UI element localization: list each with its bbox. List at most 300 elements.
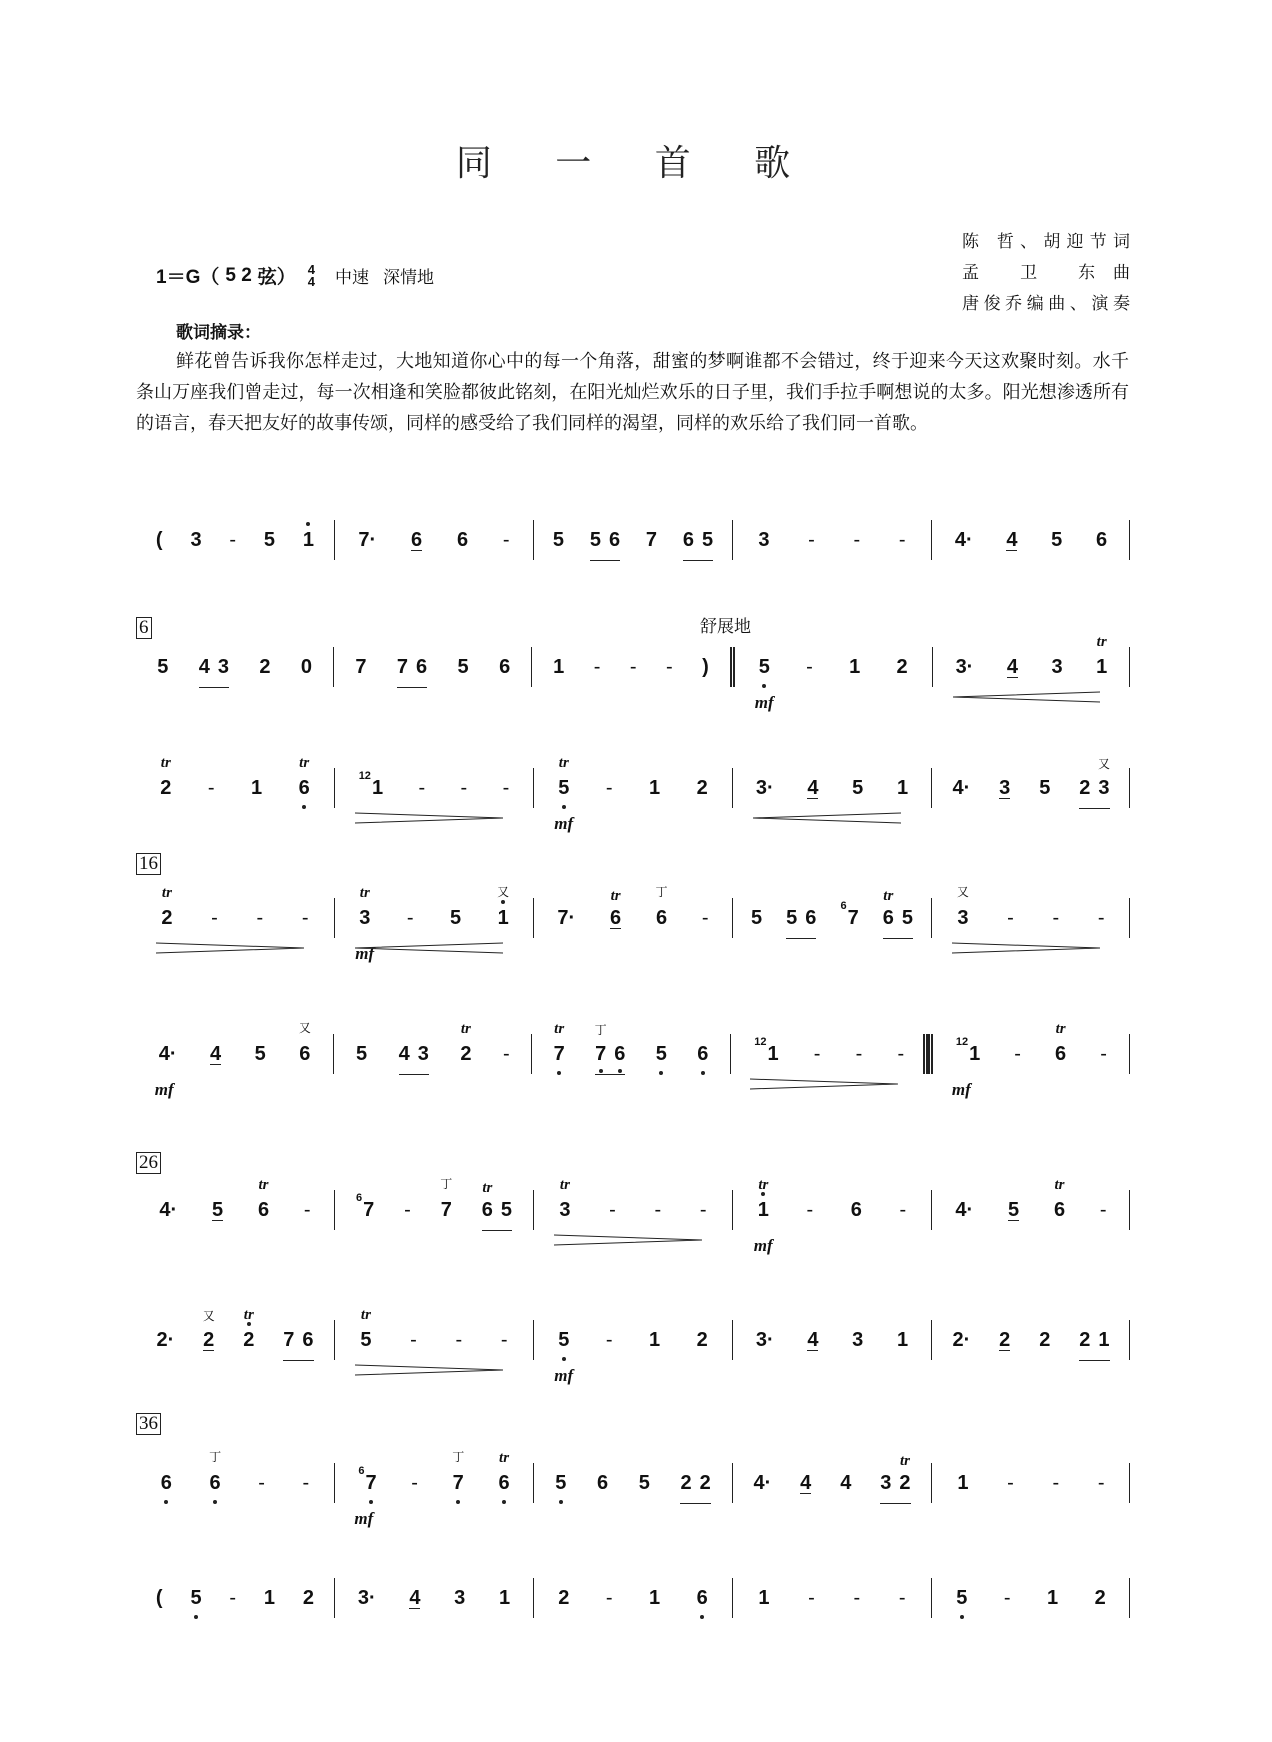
dash: - — [1100, 1042, 1107, 1065]
measure — [931, 1176, 1130, 1230]
measure — [136, 1449, 334, 1503]
note-number: 2 — [896, 655, 908, 678]
note — [649, 1320, 660, 1360]
parenthesis: ( — [155, 528, 163, 551]
tempo: 中速 — [335, 268, 370, 288]
note-number: 5 — [656, 1043, 667, 1066]
note — [952, 768, 970, 808]
note — [610, 887, 622, 938]
note-number: 1 tr — [757, 1176, 769, 1221]
note — [354, 1463, 377, 1528]
rehearsal-mark: 26 — [136, 1152, 161, 1174]
note — [450, 898, 461, 938]
note — [1047, 1578, 1058, 1618]
note — [1097, 756, 1110, 808]
ornament-mark: 又 — [298, 1020, 311, 1035]
score-line — [136, 884, 1130, 963]
note-number: 6 — [608, 528, 621, 551]
dash: - — [808, 528, 815, 551]
dash: - — [1099, 1198, 1107, 1221]
note — [302, 1320, 313, 1360]
note-number: 3 — [852, 1328, 864, 1351]
note — [356, 1034, 367, 1074]
parenthesis: ) — [702, 655, 709, 678]
note — [554, 754, 574, 833]
trill-mark: tr — [499, 1449, 510, 1466]
note-number: 3 — [417, 1042, 429, 1065]
low-octave-dot — [599, 1069, 603, 1073]
note-number: 7 丁 — [595, 1044, 606, 1064]
note — [805, 898, 816, 938]
crescendo-hairpin — [355, 942, 504, 954]
beamed-group — [882, 887, 913, 939]
measure — [732, 1176, 931, 1255]
note — [264, 520, 275, 560]
dash: - — [806, 655, 813, 678]
note-number: 5 — [212, 1198, 224, 1221]
note — [1007, 647, 1018, 687]
note — [649, 768, 660, 808]
note — [554, 1320, 574, 1385]
note-number: 4 — [840, 1471, 852, 1494]
note-number: 5 — [500, 1198, 513, 1221]
note-number: 5 — [555, 1472, 566, 1495]
note-number: 6 丁 — [655, 884, 668, 929]
note — [499, 647, 510, 687]
trill-mark: tr — [559, 1176, 570, 1193]
measure — [730, 647, 932, 712]
lyrics-heading: 歌词摘录： — [176, 323, 261, 343]
note — [358, 1578, 376, 1618]
time-bottom: 4 — [307, 273, 316, 289]
trill-mark: tr — [299, 754, 310, 771]
low-octave-dot — [700, 1615, 704, 1619]
note-number: 6 — [161, 1472, 172, 1495]
note — [1079, 1320, 1090, 1360]
crescendo-hairpin — [753, 812, 902, 824]
note-number: 3 — [217, 655, 229, 678]
note-number: 5 tr — [360, 1306, 372, 1351]
note — [952, 1320, 970, 1360]
note-number: 3· — [955, 655, 974, 678]
note-number: 6 — [1096, 528, 1108, 551]
note — [251, 768, 262, 808]
note-number: 1 — [897, 1328, 909, 1351]
note-number: 5 — [759, 656, 770, 679]
note — [902, 898, 913, 938]
string-tuning: 5 2 — [225, 264, 252, 286]
note-number: 2 — [1039, 1328, 1051, 1351]
note-number: 3· — [755, 776, 774, 799]
ornament-mark: 又 — [956, 884, 969, 899]
note-number: 5 — [254, 1042, 266, 1065]
grace-note: 6 — [358, 1465, 365, 1477]
note-number: 7 — [363, 1198, 375, 1221]
note — [956, 884, 969, 938]
dash: - — [229, 528, 237, 551]
score-line — [136, 754, 1130, 833]
dash: - — [1003, 1586, 1011, 1609]
note-number: 5 — [190, 1587, 201, 1610]
measure — [533, 884, 732, 938]
note — [956, 1578, 967, 1618]
note-number: 6 丁 — [210, 1472, 221, 1495]
beamed-group — [283, 1320, 313, 1361]
measure — [333, 1020, 531, 1074]
dash: - — [629, 655, 637, 678]
trill-mark: tr — [758, 1176, 769, 1193]
trill-mark: tr — [460, 1020, 471, 1037]
dash: - — [502, 528, 510, 551]
note — [955, 520, 973, 560]
note-number: 2 tr — [899, 1452, 911, 1494]
note-number: 4 — [807, 776, 819, 799]
note-number: 7 — [365, 1472, 376, 1495]
trill-mark: tr — [243, 1306, 254, 1323]
dash: - — [1097, 1471, 1105, 1494]
measure — [931, 1463, 1130, 1503]
note — [655, 884, 668, 938]
dynamic-mark: mf — [354, 1509, 374, 1528]
low-octave-dot — [456, 1500, 460, 1504]
note — [160, 754, 172, 808]
note-number: 5 — [157, 655, 169, 678]
note-number: 2 — [696, 1328, 708, 1351]
note — [553, 647, 564, 687]
note-number: 1 又 — [497, 884, 510, 929]
measure — [533, 1176, 732, 1230]
note — [159, 1190, 177, 1230]
note — [756, 768, 774, 808]
note-number: 5 — [457, 655, 469, 678]
note — [359, 768, 383, 808]
note — [614, 1034, 625, 1074]
note-number: 6 tr — [610, 887, 622, 929]
note — [303, 1578, 314, 1618]
note — [555, 1463, 566, 1503]
note — [558, 1578, 569, 1618]
note — [897, 1320, 908, 1360]
ornament-mark: 又 — [202, 1308, 215, 1323]
measure — [136, 754, 334, 808]
note-number: 6 — [302, 1328, 314, 1351]
note — [210, 1034, 221, 1074]
dash: - — [701, 906, 709, 929]
note — [899, 1452, 911, 1503]
dash: - — [500, 1328, 508, 1351]
note-number: 3· — [357, 1586, 376, 1609]
note-number: 4 — [1006, 655, 1018, 678]
note-number: 2 tr — [460, 1020, 472, 1065]
dash: - — [502, 1042, 510, 1065]
note — [409, 1578, 420, 1618]
high-octave-dot — [501, 900, 505, 904]
note — [786, 898, 797, 938]
note-number: 2 — [302, 1586, 315, 1609]
rehearsal-mark: 6 — [136, 617, 152, 639]
note — [1079, 768, 1090, 808]
note-number: 1 — [371, 776, 384, 799]
mood: 深情地 — [383, 268, 435, 288]
grace-note: 6 — [355, 1192, 363, 1204]
note-number: 4 — [198, 655, 210, 678]
note-number: 2 — [1079, 1328, 1091, 1351]
measure — [136, 1020, 333, 1099]
note-number: 3 — [999, 776, 1011, 799]
note — [880, 1463, 891, 1503]
note — [259, 647, 270, 687]
note-number: 2 又 — [203, 1330, 214, 1351]
trill-mark: tr — [359, 884, 370, 901]
note — [157, 647, 168, 687]
dash: - — [654, 1198, 662, 1221]
beamed-group — [199, 647, 229, 688]
dash: - — [303, 1198, 311, 1221]
measure — [732, 768, 931, 808]
note-number: 2 — [680, 1471, 692, 1494]
dash: - — [258, 1471, 265, 1494]
note — [298, 754, 310, 808]
note-number: 5 — [701, 528, 714, 551]
note-number: 2 tr — [161, 884, 173, 929]
note — [212, 1190, 223, 1230]
note-number: 3 — [454, 1586, 466, 1609]
grace-note: 6 — [840, 900, 847, 912]
dynamic-mark: mf — [355, 944, 375, 963]
score-title: 同 一 首 歌 — [455, 143, 817, 184]
note-number: 1 — [1047, 1586, 1059, 1609]
note-number: 2 — [1079, 776, 1091, 799]
note-number: 3 tr — [359, 884, 371, 929]
beamed-group — [880, 1452, 911, 1504]
note — [751, 898, 762, 938]
note — [283, 1320, 294, 1360]
dynamic-mark: mf — [554, 814, 574, 833]
dash: - — [808, 1586, 815, 1609]
rehearsal-mark: 16 — [136, 853, 161, 875]
beamed-group — [1079, 756, 1110, 809]
note — [590, 520, 601, 560]
note-number: 6 — [416, 655, 428, 678]
measure — [136, 1306, 334, 1360]
note-number: 6 — [697, 1043, 708, 1066]
measure — [533, 1320, 732, 1385]
note-number: 7 — [283, 1328, 295, 1351]
time-top: 4 — [307, 261, 316, 277]
note — [358, 520, 376, 560]
note — [956, 647, 974, 687]
note — [756, 1320, 774, 1360]
note — [202, 1308, 215, 1360]
note-number: 3 — [190, 528, 202, 551]
low-octave-dot — [562, 1357, 566, 1361]
low-octave-dot — [762, 684, 766, 688]
diminuendo-hairpin — [355, 812, 504, 824]
beamed-group — [399, 1034, 429, 1075]
trill-mark: tr — [360, 1306, 371, 1323]
note-number: 1 — [758, 1586, 770, 1609]
note-number: 2 — [1094, 1586, 1106, 1609]
note-number: 5 — [1039, 776, 1051, 799]
measure — [334, 1578, 533, 1618]
note — [399, 1034, 410, 1074]
note-number: 5 — [1008, 1198, 1020, 1221]
note — [807, 1320, 818, 1360]
note-number: 5 — [852, 776, 864, 799]
score-line — [136, 633, 1130, 712]
high-octave-dot — [306, 522, 310, 526]
note-number: 6 tr — [299, 777, 310, 800]
dash: - — [855, 1042, 863, 1065]
note-number: 2 tr — [243, 1306, 255, 1351]
lyrics-excerpt: 鲜花曾告诉我你怎样走过，大地知道你心中的每一个角落，甜蜜的梦啊谁都不会错过，终于迎来今天这欢聚时刻。水千条山万座我们曾走过，每一次相逢和笑脸都彼此铭刻，在阳光灿烂欢乐的日子里，我们手拉手啊想说的太多。阳光想渗透所有的语言，春天把友好的故事传颂，同样的感受给了我们同样的渴望，同样的欢乐给了我们同一首歌。 — [136, 351, 1129, 434]
string-suffix: 弦） — [257, 267, 296, 288]
note — [498, 1449, 510, 1503]
note — [452, 1449, 465, 1503]
dash: - — [605, 1328, 613, 1351]
note — [1039, 768, 1050, 808]
note-number: 6 tr — [481, 1179, 493, 1221]
note — [1008, 1190, 1019, 1230]
note — [1006, 520, 1017, 560]
dash: - — [593, 655, 601, 678]
note — [454, 1578, 465, 1618]
note-number: 2 — [259, 655, 271, 678]
note-number: 3 — [1051, 655, 1063, 678]
note-number: 5 — [751, 906, 763, 929]
note — [852, 1320, 863, 1360]
dash: - — [1007, 906, 1014, 929]
note — [800, 1463, 811, 1503]
note — [697, 1578, 708, 1618]
note-number: 4 — [1006, 528, 1018, 551]
low-octave-dot — [213, 1500, 217, 1504]
note-number: 4· — [159, 1198, 178, 1221]
note — [840, 1463, 851, 1503]
note — [840, 898, 858, 938]
note-number: 6 tr — [257, 1176, 270, 1221]
ornament-mark: 又 — [1097, 756, 1110, 771]
low-octave-dot — [369, 1500, 373, 1504]
note — [497, 884, 510, 938]
measure — [928, 1020, 1130, 1099]
low-octave-dot — [557, 1071, 561, 1075]
dynamic-mark: mf — [554, 1366, 574, 1385]
note-number: 1 — [897, 776, 909, 799]
low-octave-dot — [559, 1500, 563, 1504]
note — [264, 1578, 275, 1618]
low-octave-dot — [194, 1615, 198, 1619]
note — [597, 1463, 608, 1503]
note-number: 5 — [1051, 528, 1063, 551]
note — [758, 1578, 769, 1618]
note — [190, 1578, 201, 1618]
measure — [533, 1578, 732, 1618]
note-number: 6 — [805, 906, 817, 929]
note-number: 7· — [358, 528, 377, 551]
composer: 孟 卫 东曲 — [962, 263, 1130, 283]
dash: - — [898, 1586, 906, 1609]
note — [199, 647, 210, 687]
credits — [962, 227, 1130, 320]
note — [697, 768, 708, 808]
note-number: 7 — [355, 655, 367, 678]
note — [501, 1190, 512, 1230]
note — [1096, 520, 1107, 560]
note — [298, 1020, 311, 1074]
note-number: 1 — [957, 1471, 969, 1494]
note — [1051, 520, 1062, 560]
crescendo-hairpin — [953, 691, 1101, 703]
note — [849, 647, 860, 687]
trill-mark: tr — [554, 1020, 565, 1037]
low-octave-dot — [659, 1071, 663, 1075]
note-number: 7 tr — [554, 1043, 565, 1066]
beamed-group — [786, 898, 816, 939]
note-number: 6 — [411, 528, 423, 551]
note — [161, 884, 173, 938]
note — [955, 1190, 973, 1230]
note-number: 6 — [682, 528, 694, 551]
note — [355, 884, 375, 963]
note — [416, 647, 427, 687]
ornament-mark: 丁 — [594, 1022, 607, 1037]
note — [753, 1176, 773, 1255]
diminuendo-hairpin — [750, 1078, 898, 1090]
note-number: 5 — [355, 1042, 368, 1065]
note — [243, 1306, 255, 1360]
note-number: 5 — [589, 528, 601, 551]
measure — [932, 633, 1130, 687]
trill-mark: tr — [1096, 633, 1107, 650]
score-line — [136, 1176, 1130, 1255]
note — [460, 1020, 472, 1074]
note — [1053, 1176, 1066, 1230]
note — [851, 1190, 862, 1230]
key-signature — [156, 262, 434, 289]
grace-note: 12 — [358, 770, 371, 782]
note-number: 6 — [614, 1044, 625, 1064]
note-number: 1 — [1098, 1328, 1110, 1351]
note — [897, 768, 908, 808]
ornament-mark: 丁 — [209, 1449, 222, 1464]
dash: - — [207, 776, 215, 799]
diminuendo-hairpin — [355, 1364, 504, 1376]
note — [649, 1578, 660, 1618]
grace-note: 12 — [955, 1036, 969, 1048]
note-number: 2· — [952, 1328, 971, 1351]
dash: - — [406, 906, 414, 929]
note — [1039, 1320, 1050, 1360]
score-line — [136, 1306, 1130, 1385]
note — [418, 1034, 429, 1074]
trill-mark: tr — [1055, 1020, 1066, 1037]
note — [951, 1034, 981, 1099]
low-octave-dot — [618, 1069, 622, 1073]
note-number: 1 — [849, 655, 861, 678]
note — [680, 1463, 691, 1503]
note-number: 1 — [649, 776, 661, 799]
measure — [334, 884, 533, 963]
parenthesis: ( — [155, 1586, 163, 1609]
note-number: 1 — [553, 655, 565, 678]
note — [753, 1463, 771, 1503]
note — [1055, 1020, 1067, 1074]
beamed-group — [594, 1022, 626, 1075]
dash: - — [1007, 1471, 1014, 1494]
note-number: 3 tr — [559, 1176, 571, 1221]
dash: - — [460, 776, 468, 799]
